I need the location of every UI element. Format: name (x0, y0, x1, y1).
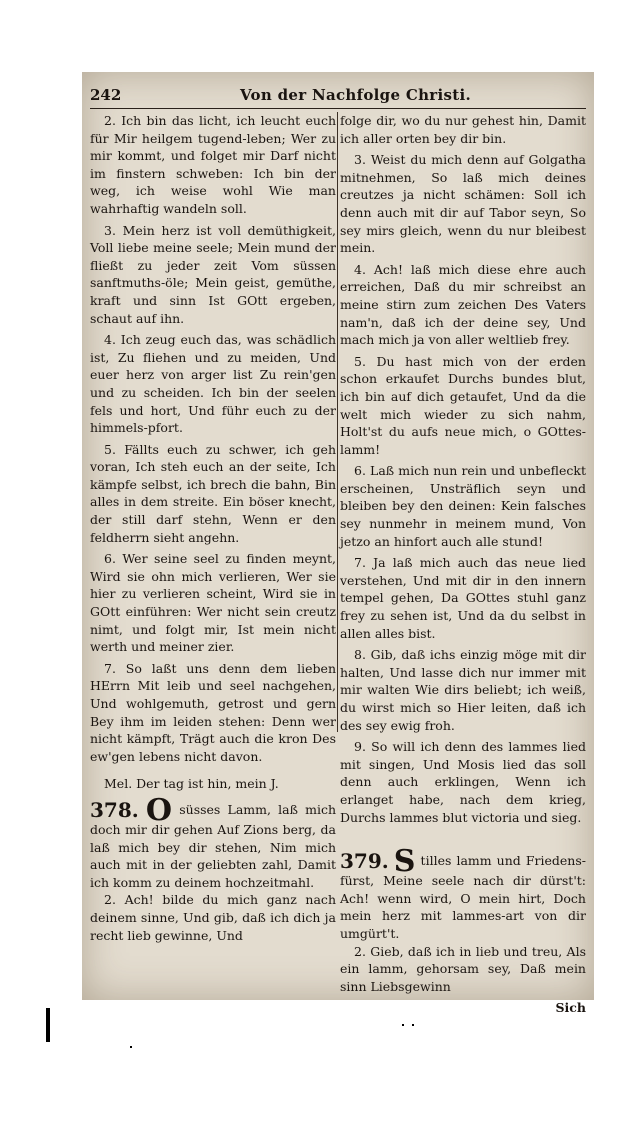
drop-initial: S (393, 844, 416, 880)
hymn-text: süsses Lamm, laß mich doch mir dir gehen Auf Zions berg, da laß mich bey dir stehen, Nim mich auch mit in der geliebten zahl, Damit ich komm zu deinem hochzeitmahl. (90, 801, 336, 890)
catchword: Sich (555, 1000, 586, 1016)
stanza: 9. So will ich denn des lammes lied mit singen, Und Mosis lied das soll denn auch erklingen, Wenn ich erlanget habe, nach dem krieg, Durchs lammes blut victoria und sieg. (340, 739, 586, 825)
drop-initial: O (145, 792, 173, 828)
stanza: 2. Ach! bilde du mich ganz nach deinem sinne, Und gib, daß ich dich ja recht lieb gewinne, Und (90, 892, 336, 943)
stanza: 6. Wer seine seel zu finden meynt, Wird sie ohn mich verlieren, Wer sie hier zu verlieren scheint, Wird sie in GOtt einführen: Wer nicht sein creutz nimt, und folgt mir, Ist mein nicht werth und meiner zier. (90, 551, 336, 655)
melody-indication: Mel. Der tag ist hin, mein J. (104, 776, 279, 792)
column-divider (337, 112, 338, 732)
hymn-number: 378. (90, 797, 139, 822)
book-page (82, 72, 594, 1016)
page-header (90, 86, 586, 109)
stanza: 5. Fällts euch zu schwer, ich geh voran, Ich steh euch an der seite, Ich kämpfe selbst, ich brech die bahn, Bin alles in dem streite. Ein böser knecht, der still darf stehn, Wenn er den feldherrn sieht angehn. (90, 441, 336, 545)
scan-speck (402, 1024, 404, 1026)
stanza: 3. Weist du mich denn auf Golgatha mitnehmen, So laß mich deines creutzes ja nicht schämen: Soll ich denn auch mit dir auf Tabor seyn, So sey mirs gleich, wenn du nur bleibest mein. (340, 152, 586, 256)
stanza: 8. Gib, daß ichs einzig möge mit dir halten, Und lasse dich nur immer mit mir walten Wie dirs beliebt; ich weiß, du wirst mich so Hier leiten, daß ich des sey ewig froh. (340, 647, 586, 733)
stanza: 6. Laß mich nun rein und unbefleckt erscheinen, Unsträflich seyn und bleiben bey den deinen: Kein falsches sey nunmehr in meinem mund, Von jetzo an hinfort auch alle stund! (340, 463, 586, 549)
left-column (90, 112, 336, 948)
stanza: 3. Mein herz ist voll demüthigkeit, Voll liebe meine seele; Mein mund der fließt zu jeder zeit Vom süssen sanftmuths-öle; Mein geist, gemüthe, kraft und sinn Ist GOtt ergeben, schaut auf ihn. (90, 222, 336, 326)
stanza: 5. Du hast mich von der erden schon erkaufet Durchs bundes blut, ich bin auf dich getaufet, Und da die welt mich wieder zu sich nahm, Holt'st du aufs neue mich, o GOttes-lamm! (340, 353, 586, 457)
hymn-number: 379. (340, 849, 389, 874)
stanza: 4. Ich zeug euch das, was schädlich ist, Zu fliehen und zu meiden, Und euer herz von arger list Zu rein'gen und zu scheiden. Ich bin der seelen fels und hort, Und führ euch zu der himmels-pfort. (90, 332, 336, 436)
running-title: Von der Nachfolge Christi. (240, 86, 471, 104)
hymn-378-opening (90, 792, 336, 891)
stanza: 7. So laßt uns denn dem lieben HErrn Mit leib und seel nachgehen, Und wohlgemuth, getrost und gern Bey ihm im leiden stehen: Denn wer nicht kämpft, Trägt auch die kron Des ew'gen lebens nicht davon. (90, 660, 336, 764)
scan-speck (412, 1024, 414, 1026)
scan-margin-mark (46, 1008, 50, 1042)
stanza-continuation: folge dir, wo du nur gehest hin, Damit ich aller orten bey dir bin. (340, 113, 586, 146)
stanza: 4. Ach! laß mich diese ehre auch erreichen, Daß du mir schreibst an meine stirn zum zeichen Des Vaters nam'n, daß ich der deine sey, Und mach mich ja von aller weltlieb frey. (340, 261, 586, 348)
hymn-379-opening (340, 844, 586, 942)
right-column (340, 112, 586, 1029)
hymn-text: tilles lamm und Friedens-fürst, Meine seele nach dir dürst't: Ach! wenn wird, O mein hirt, Doch mein herz mit lammes-art von dir umgürt't. (340, 853, 586, 941)
page-number: 242 (90, 86, 122, 104)
stanza: 2. Gieb, daß ich in lieb und treu, Als ein lamm, gehorsam sey, Daß mein sinn Liebsgewinn (340, 943, 586, 994)
scan-speck (130, 1046, 132, 1048)
stanza: 2. Ich bin das licht, ich leucht euch für Mir heilgem tugend-leben; Wer zu mir kommt, und folget mir Darf nicht im finstern schweben: Ich bin der weg, ich weise wohl Wie man wahrhaftig wandeln soll. (90, 113, 336, 216)
stanza: 7. Ja laß mich auch das neue lied verstehen, Und mit dir in den innern tempel gehen, Da GOttes stuhl ganz frey zu sehen ist, Und da du selbst in allen alles bist. (340, 555, 586, 641)
